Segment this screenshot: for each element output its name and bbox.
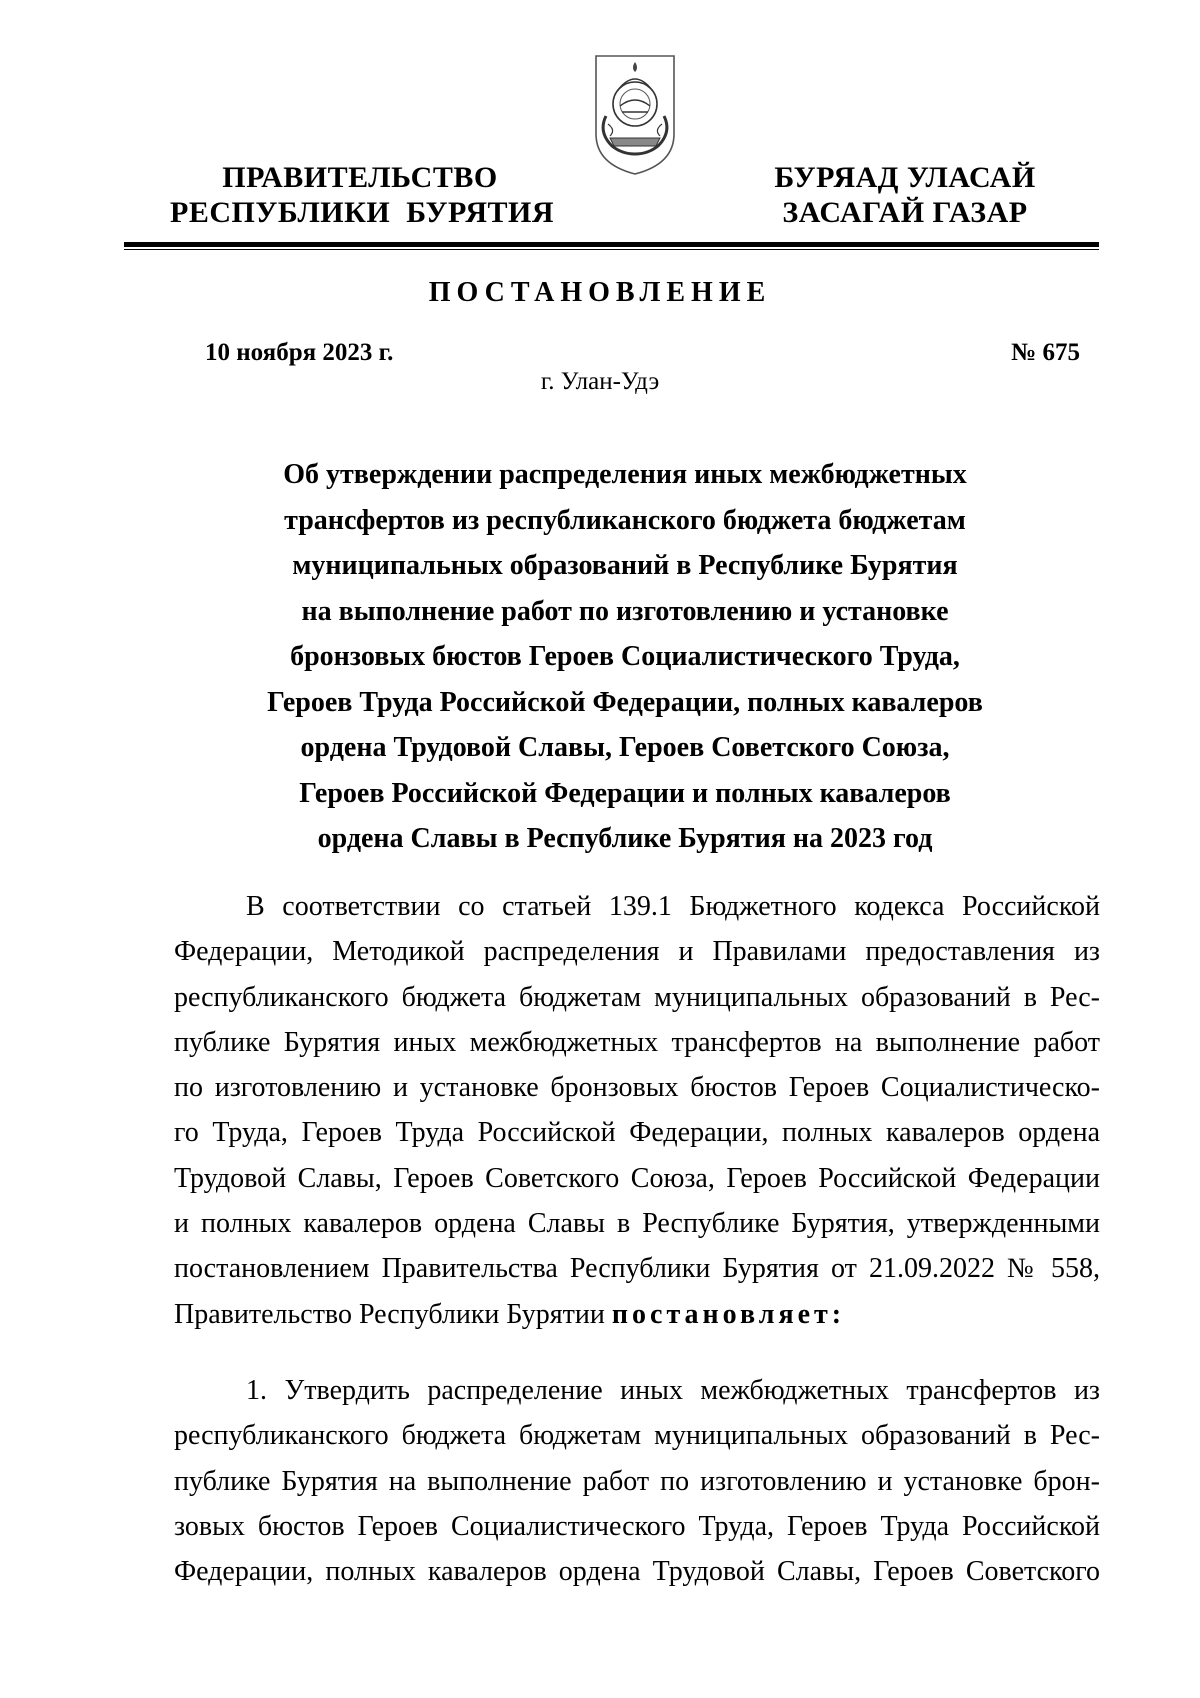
paragraph-item-1 (174, 1368, 1100, 1594)
header-divider-thin (124, 249, 1099, 250)
paragraph-line: Трудовой Славы, Героев Советского Союза, Героев Российской Федерации (174, 1162, 1100, 1194)
document-number: № 675 (1011, 339, 1080, 366)
title-line: Героев Российской Федерации и полных кавалеров (299, 777, 951, 809)
header-right-line-1: БУРЯАД УЛАСАЙ (774, 161, 1036, 194)
paragraph-line: го Труда, Героев Труда Российской Федерации, полных кавалеров ордена (174, 1117, 1100, 1149)
header-right-line-2: ЗАСАГАЙ ГАЗАР (782, 196, 1028, 229)
paragraph-preamble (174, 884, 1100, 1337)
document-city: г. Улан-Удэ (540, 368, 660, 395)
paragraph-line-final (174, 1292, 1100, 1337)
paragraph-line: постановлением Правительства Республики Бурятия от 21.09.2022 № 558, (174, 1253, 1100, 1285)
title-line: бронзовых бюстов Героев Социалистического Труда, (290, 641, 960, 672)
paragraph-line: по изготовлению и установке бронзовых бюстов Героев Социалистическо- (174, 1072, 1100, 1104)
title-line: муниципальных образований в Республике Бурятия (292, 550, 958, 581)
header-divider-thick (124, 242, 1099, 247)
decree-word: постановляет: (611, 1298, 846, 1330)
paragraph-line: публике Бурятия на выполнение работ по изготовлению и установке брон- (174, 1465, 1100, 1497)
header-left-line-1: ПРАВИТЕЛЬСТВО (222, 161, 498, 194)
title-line: ордена Славы в Республике Бурятия на 2023 год (317, 823, 933, 854)
header-right-org-name (745, 160, 1065, 230)
paragraph-line: зовых бюстов Героев Социалистического Труда, Героев Труда Российской (174, 1510, 1100, 1542)
paragraph-line: публике Бурятия иных межбюджетных трансфертов на выполнение работ (174, 1026, 1100, 1058)
document-title (160, 452, 1090, 862)
header-left-line-2: РЕСПУБЛИКИ БУРЯТИЯ (170, 196, 555, 229)
title-line: Героев Труда Российской Федерации, полных кавалеров (267, 686, 983, 718)
paragraph-line: республиканского бюджета бюджетам муниципальных образований в Рес- (174, 1420, 1100, 1452)
paragraph-line: В соответствии со статьей 139.1 Бюджетного кодекса Российской (246, 891, 1100, 922)
document-date: 10 ноября 2023 г. (205, 339, 394, 366)
title-line: Об утверждении распределения иных межбюджетных (283, 459, 967, 490)
header-left-org-name (170, 160, 555, 230)
paragraph-line: Федерации, Методикой распределения и Правилами предоставления из (174, 936, 1100, 968)
title-line: трансфертов из республиканского бюджета бюджетам (284, 504, 966, 536)
government-name: Правительство Республики Бурятии (174, 1298, 605, 1330)
title-line: ордена Трудовой Славы, Героев Советского Союза, (300, 732, 950, 763)
title-line: на выполнение работ по изготовлению и установке (301, 595, 949, 627)
paragraph-line: и полных кавалеров ордена Славы в Республике Бурятия, утвержденными (174, 1208, 1100, 1240)
coat-of-arms-icon (590, 50, 680, 180)
paragraph-line: республиканского бюджета бюджетам муниципальных образований в Рес- (174, 981, 1100, 1013)
document-type: ПОСТАНОВЛЕНИЕ (428, 277, 772, 308)
paragraph-line: Федерации, полных кавалеров ордена Трудовой Славы, Героев Советского (174, 1556, 1100, 1588)
paragraph-line: 1. Утвердить распределение иных межбюджетных трансфертов из (246, 1375, 1100, 1406)
